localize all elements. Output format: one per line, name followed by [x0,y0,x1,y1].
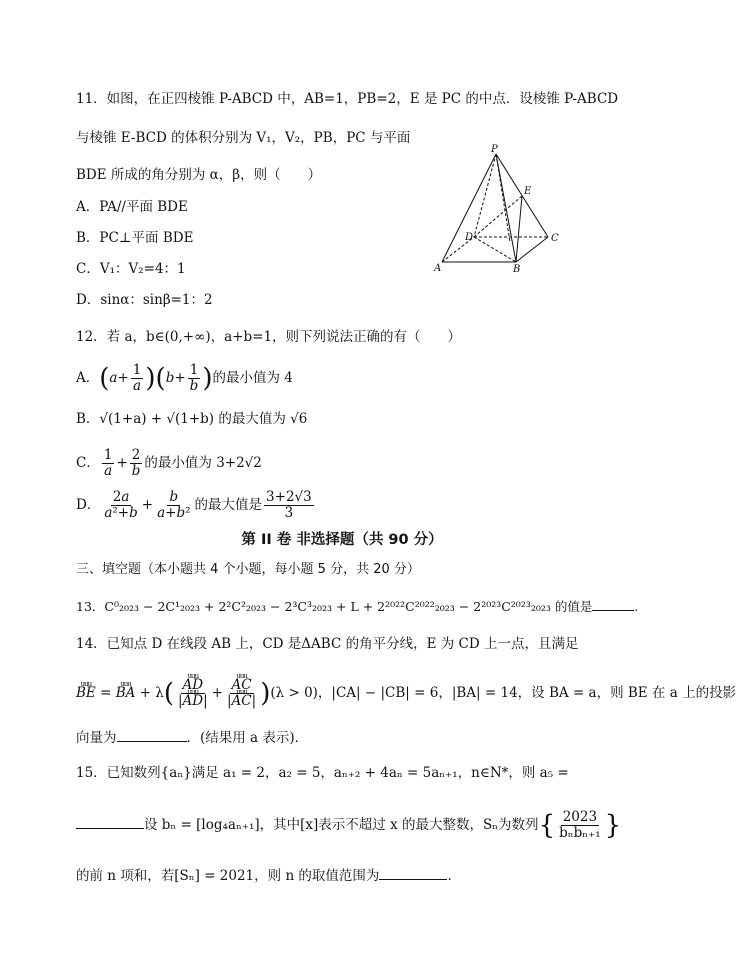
q11-option-d: D．sinα：sinβ=1：2 [76,292,213,308]
q14-line1: 14．已知点 D 在线段 AB 上，CD 是ΔABC 的角平分线，E 为 CD 上一点，且满足 [76,636,579,652]
label-d: D [465,232,474,243]
q14-answer-prefix: 向量为 [76,730,117,746]
q15-line3-text: 的前 n 项和，若[Sₙ] = 2021，则 n 的取值范围为 [76,868,380,884]
q15-line1: 15．已知数列{aₙ}满足 a₁ = 2，a₂ = 5，aₙ₊₂ + 4aₙ = 5aₙ₊₁，n∈N*，则 a₅ = [76,765,569,781]
q11-line2: 与棱锥 E-BCD 的体积分别为 V₁，V₂，PB，PC 与平面 [76,130,411,146]
q15-line3 [76,866,452,886]
q12-c-prefix: C． [76,455,100,471]
q12-d-prefix: D． [76,497,101,513]
q15-frac-num: 2023 [562,809,598,825]
q12-a-suffix: 的最小值为 4 [212,370,293,386]
label-e: E [524,186,532,197]
q15-range-blank[interactable] [379,879,447,880]
q12-d-formula: $\frac{2a}{\text{a²+b}}$ + $\frac{b}{\text{a+b²}}$ [104,489,191,521]
q12-c-formula: $\frac{1}{a}$ + $\frac{2}{b}$ [103,447,141,479]
q12-a-formula: (a+ $\frac{1}{a}$ )(b+ $\frac{1}{b}$ ) [99,362,213,394]
q12-d-value-num: 3+2√3 [266,489,312,505]
q13-answer-blank[interactable] [592,610,634,611]
q13-end: . [634,599,639,614]
q13-line [76,597,638,617]
q12-option-c [76,448,262,479]
q15-line3-end: . [447,868,452,884]
q11-line1: 11．如图，在正四棱锥 P-ABCD 中，AB=1，PB=2，E 是 PC 的中点．设棱锥 P-ABCD [76,91,619,107]
part-three-header: 三、填空题（本小题共 4 个小题，每小题 5 分，共 20 分） [76,562,420,577]
q12-option-a [76,363,293,394]
q12-option-b: B．√(1+a) + √(1+b) 的最大值为 √6 [76,411,308,427]
q12-a-prefix: A． [76,370,100,386]
q15-frac-den: bₙbₙ₊₁ [559,825,601,841]
q12-option-d [76,490,316,521]
q11-option-c: C．V₁：V₂=4：1 [76,261,186,277]
q15-line2-text: 设 bₙ = [log₄aₙ₊₁]，其中[x]表示不超过 x 的最大整数，Sₙ为数列 [144,817,539,833]
q14-line3 [76,728,308,748]
label-a: A [434,263,442,274]
q14-line2-text: (λ > 0)，|CA| − |CB| = 6，|BA| = 14，设 BA = a，则 BE 在 a 上的投影 [270,685,736,701]
q14-line2 [76,678,736,709]
q15-a5-blank[interactable] [76,828,144,829]
q12-d-value-den: 3 [284,505,294,521]
q12-d-suffix: 的最大值是 [194,497,263,513]
pyramid-figure [432,144,572,274]
q11-option-b: B．PC⊥平面 BDE [76,230,194,246]
section-ii-title: 第 II 卷 非选择题（共 90 分） [241,532,443,548]
q11-option-a: A．PA//平面 BDE [76,199,188,215]
label-b: B [513,264,521,275]
q15-line2: 设 bₙ = [log₄aₙ₊₁]，其中[x]表示不超过 x 的最大整数，Sₙ为数列{ $\frac{2023}{\text{bₙbₙ₊₁}}$ } [76,810,621,841]
q12-c-suffix: 的最小值为 3+2√2 [144,455,262,471]
q13-text: 13．C⁰₂₀₂₃ − 2C¹₂₀₂₃ + 2²C²₂₀₂₃ − 2³C³₂₀₂₃ + L + 2²⁰²²C²⁰²²₂₀₂₃ − 2²⁰²³C²⁰²³₂₀₂₃ 的值是 [76,599,593,614]
q14-vector-formula: uuu BE = uuu BA + λ( uuu $\frac{AD}{\text{|uuu AD|}}$ + uuu $\frac{AC}{\text{|uuu AC|}}$ ) [76,685,270,701]
q12-stem: 12．若 a，b∈(0,+∞)，a+b=1，则下列说法正确的有（ ） [76,329,462,345]
label-p: P [491,144,498,155]
label-c: C [551,233,559,244]
q11-line3: BDE 所成的角分别为 α，β，则（ ） [76,167,322,183]
q14-answer-blank[interactable] [117,741,187,742]
q14-answer-note: ．(结果用 a 表示)． [186,730,309,746]
